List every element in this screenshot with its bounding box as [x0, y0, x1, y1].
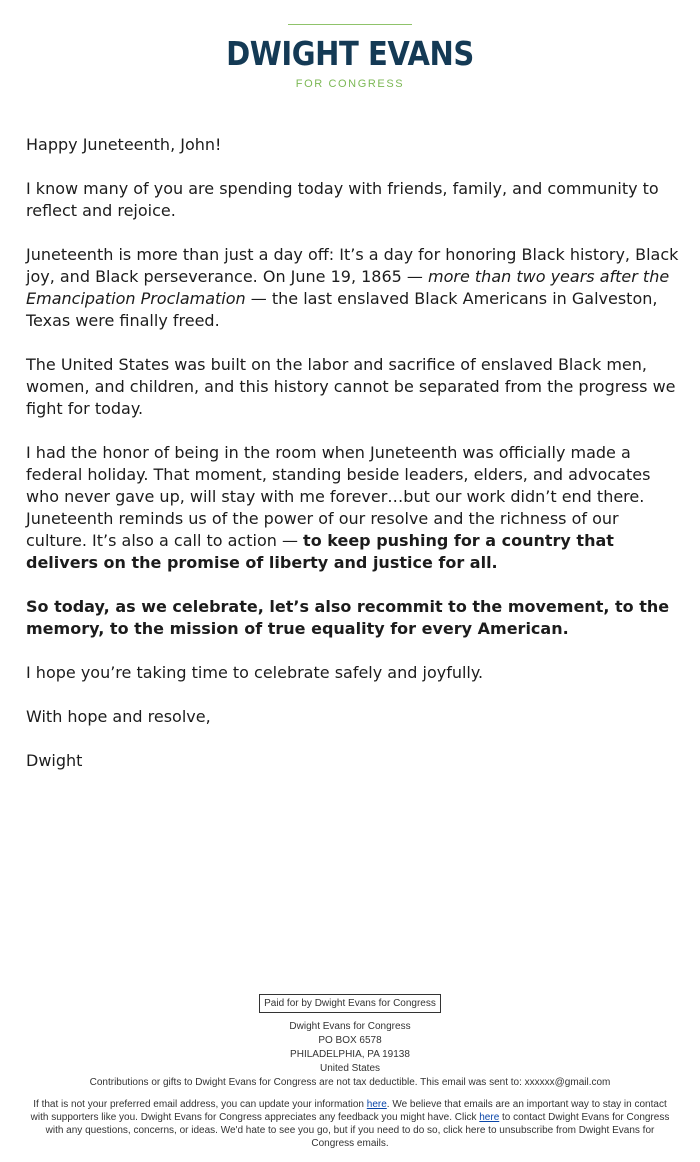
unsubscribe-text [25, 1098, 675, 1150]
unsub-text-3: to contact Dwight Evans for Congress with any questions, concerns, or ideas. We'd hate to see you go, but if you need to do so, click here to unsubscribe from Dwight Evans for Congress emails. [45, 1112, 670, 1149]
update-info-link[interactable]: here [366, 1099, 387, 1110]
unsub-text-2: . We believe that emails are an important way to stay in contact with supporters like you. Dwight Evans for Congress appreciates any feedback you might have. Click [30, 1099, 667, 1123]
address-org: Dwight Evans for Congress [289, 1021, 411, 1032]
paragraph-4-bold: to keep pushing for a country that delivers on the promise of liberty and justice for all. [26, 531, 614, 572]
unsub-text-1: If that is not your preferred email address, you can update your information [33, 1099, 367, 1110]
paragraph-2 [26, 244, 681, 332]
paragraph-2-end: — the last enslaved Black Americans in Galveston, Texas were finally freed. [26, 289, 658, 330]
paragraph-4-start: I had the honor of being in the room when Juneteenth was officially made a federal holiday. That moment, standing beside leaders, elders, and advocates who never gave up, will stay with me forever…but our work didn’t end there. Juneteenth reminds us of the power of our resolve and the richness of our culture. It’s also a call to action — [26, 443, 651, 550]
address-country: United States [319, 1063, 381, 1074]
closing: With hope and resolve, [26, 707, 211, 726]
email-header [0, 0, 700, 100]
greeting: Happy Juneteenth, John! [26, 135, 222, 154]
letter-body [26, 134, 681, 794]
paragraph-2-start: Juneteenth is more than just a day off: It’s a day for honoring Black history, Black joy, and Black perseverance. On June 19, 1865 — [26, 245, 679, 286]
contact-link[interactable]: here [479, 1112, 500, 1123]
paragraph-4 [26, 442, 681, 574]
address-po-box: PO BOX 6578 [318, 1035, 382, 1046]
logo-title: DWIGHT EVANS [226, 34, 474, 73]
logo-top-rule [288, 24, 412, 25]
paragraph-2-italic: more than two years after the Emancipation Proclamation [26, 267, 670, 308]
address-city: PHILADELPHIA, PA 19138 [290, 1049, 410, 1060]
paid-for-disclaimer: Paid for by Dwight Evans for Congress [259, 994, 441, 1013]
paragraph-1: I know many of you are spending today with friends, family, and community to reflect and rejoice. [26, 179, 659, 220]
email-footer [0, 993, 700, 1150]
paragraph-6: I hope you’re taking time to celebrate safely and joyfully. [26, 663, 484, 682]
mailing-address [0, 1020, 700, 1076]
logo-subtitle: FOR CONGRESS [295, 78, 405, 90]
paragraph-5-bold: So today, as we celebrate, let’s also recommit to the movement, to the memory, to the mission of true equality for every American. [26, 597, 670, 638]
paragraph-5 [26, 596, 681, 640]
tax-notice: Contributions or gifts to Dwight Evans for Congress are not tax deductible. This email was sent to: xxxxxx@gmail.com [89, 1077, 611, 1088]
paragraph-3: The United States was built on the labor and sacrifice of enslaved Black men, women, and children, and this history cannot be separated from the progress we fight for today. [26, 355, 676, 418]
signature: Dwight [26, 751, 83, 770]
